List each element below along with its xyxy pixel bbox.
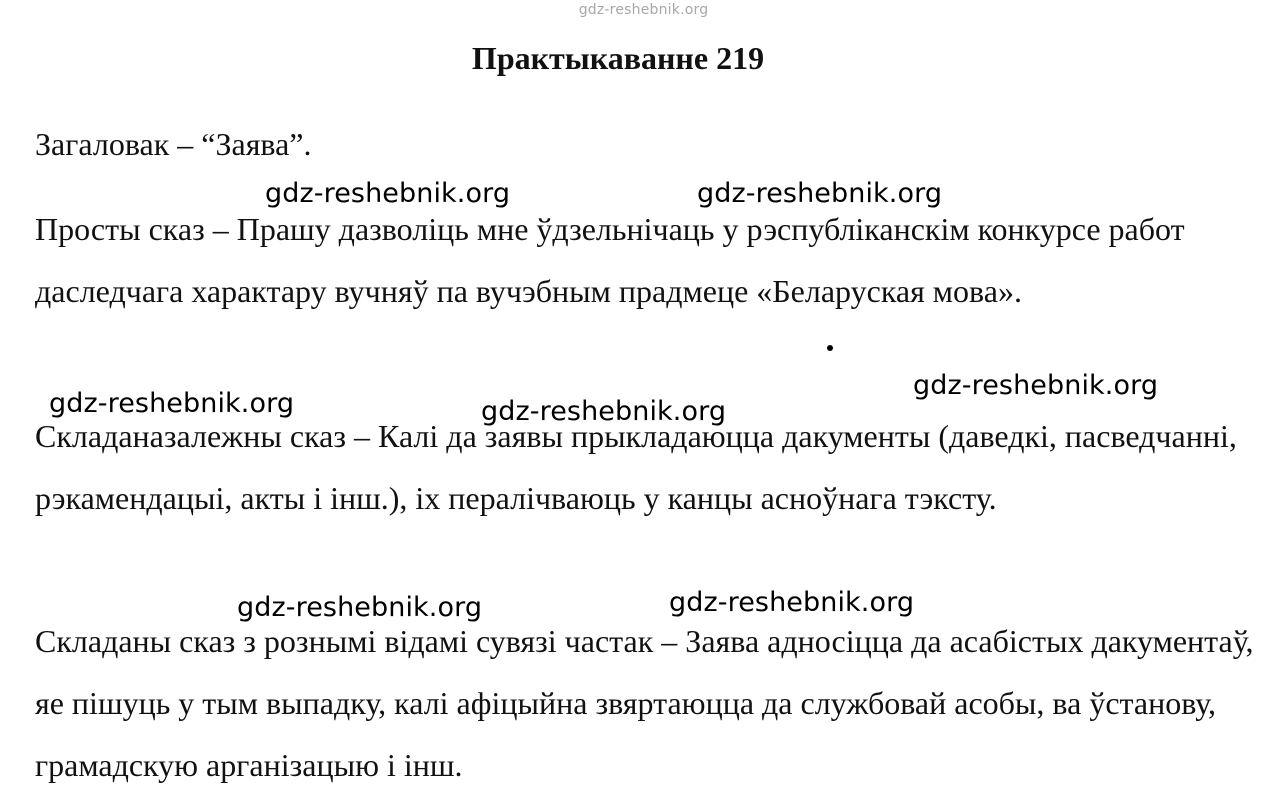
site-label: gdz-reshebnik.org: [578, 2, 709, 18]
watermark: gdz-reshebnik.org: [697, 178, 943, 209]
paragraph-complex-sentence: Складаназалежны сказ – Калі да заявы прыкладаюцца дакументы (даведкі, пасведчанні, рэкамендацыі, акты і інш.), іх пералічваюць у канцы асноўнага тэксту.: [35, 418, 1237, 516]
stray-dot: [827, 345, 833, 351]
page-title: Практыкаванне 219: [471, 40, 765, 76]
watermark: gdz-reshebnik.org: [913, 370, 1159, 401]
watermark: gdz-reshebnik.org: [237, 592, 483, 623]
paragraph-heading: Загаловак – “Заява”.: [35, 126, 312, 162]
watermark: gdz-reshebnik.org: [265, 178, 511, 209]
paragraph-mixed-sentence: Складаны сказ з рознымі відамі сувязі частак – Заява адносіцца да асабістых дакументаў, яе пішуць у тым выпадку, калі афіцыйна звяртаюцца да службовай асобы, ва ўстанову, грамадскую арганізацыю і інш.: [35, 623, 1254, 783]
watermark: gdz-reshebnik.org: [481, 396, 727, 427]
watermark: gdz-reshebnik.org: [49, 388, 295, 419]
paragraph-simple-sentence: Просты сказ – Прашу дазволіць мне ўдзельнічаць у рэспубліканскім конкурсе работ даследчага характару вучняў па вучэбным прадмеце «Беларуская мова».: [35, 211, 1185, 309]
watermark: gdz-reshebnik.org: [669, 587, 915, 618]
